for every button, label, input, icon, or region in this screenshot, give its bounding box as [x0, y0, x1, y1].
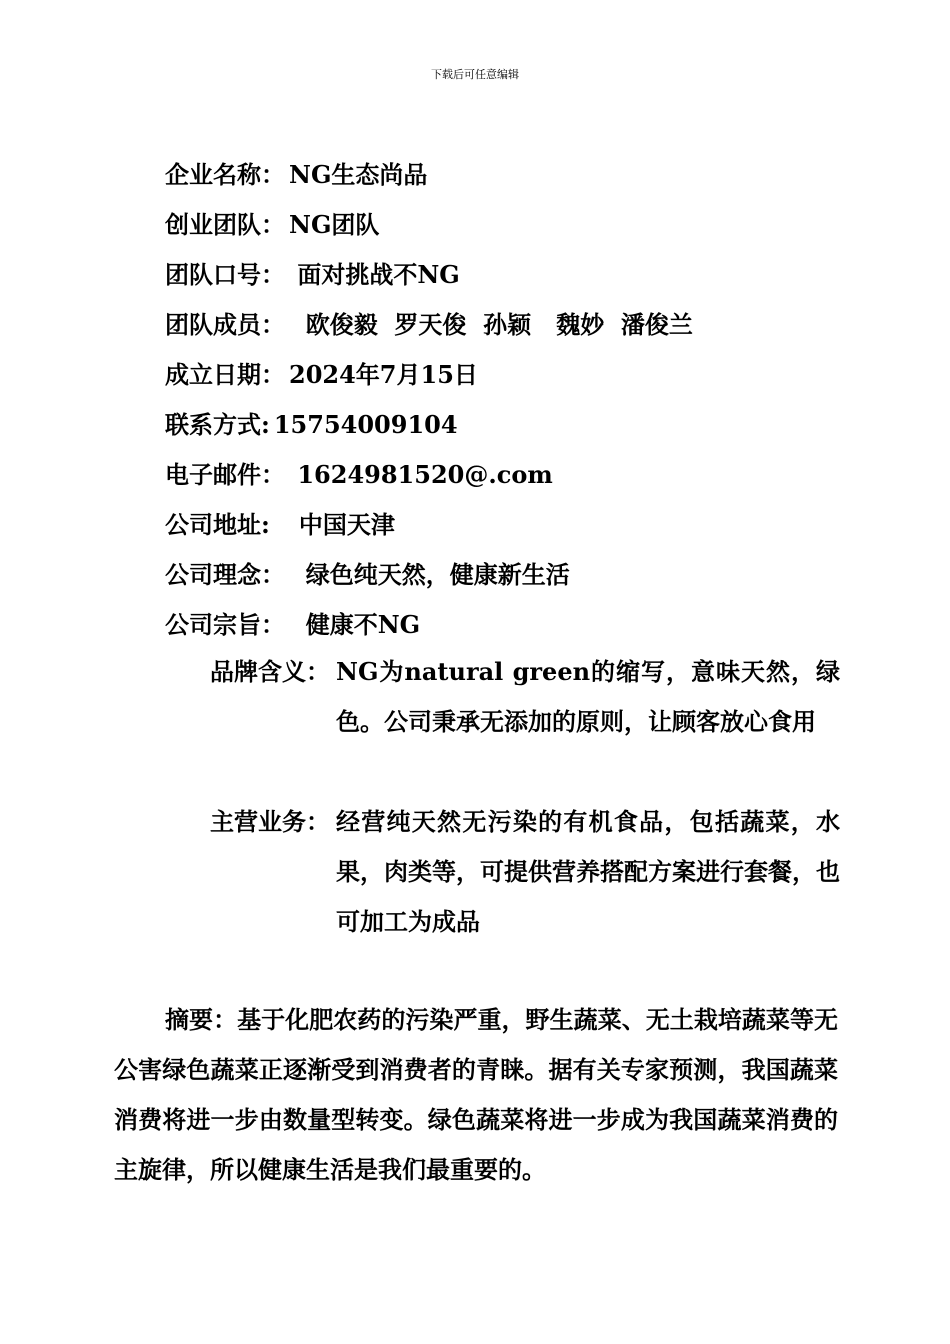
main-business-section	[210, 797, 840, 947]
company-info-list	[165, 150, 845, 650]
info-value: 健康不NG	[289, 610, 421, 639]
brand-meaning-label: 品牌含义：	[210, 657, 330, 686]
info-label: 公司理念：	[165, 560, 285, 589]
info-row-founded-date	[165, 350, 845, 400]
info-value: NG团队	[289, 210, 380, 239]
info-label: 公司地址:	[165, 510, 270, 539]
info-row-purpose	[165, 600, 845, 650]
info-label: 团队成员：	[165, 310, 285, 339]
info-row-email	[165, 450, 845, 500]
abstract-paragraph: 摘要：基于化肥农药的污染严重，野生蔬菜、无土栽培蔬菜等无公害绿色蔬菜正逐渐受到消费者的青睐。据有关专家预测，我国蔬菜消费将进一步由数量型转变。绿色蔬菜将进一步成为我国蔬菜消费的主旋律，所以健康生活是我们最重要的。	[114, 1005, 838, 1184]
info-row-team	[165, 200, 845, 250]
info-row-company-name	[165, 150, 845, 200]
info-label: 公司宗旨：	[165, 610, 285, 639]
info-label: 企业名称：	[165, 160, 285, 189]
info-row-members	[165, 300, 845, 350]
info-value: 绿色纯天然，健康新生活	[289, 560, 570, 589]
brand-meaning-section	[210, 647, 840, 747]
main-business-text: 经营纯天然无污染的有机食品，包括蔬菜，水果，肉类等，可提供营养搭配方案进行套餐，也可加工为成品	[336, 807, 840, 936]
info-row-contact	[165, 400, 845, 450]
brand-meaning-text: NG为natural green的缩写，意味天然，绿色。公司秉承无添加的原则，让顾客放心食用	[336, 657, 840, 736]
info-label: 电子邮件：	[165, 460, 285, 489]
info-label: 团队口号：	[165, 260, 285, 289]
main-business-label: 主营业务：	[210, 807, 330, 836]
page-header-note: 下载后可任意编辑	[431, 68, 519, 81]
info-row-philosophy	[165, 550, 845, 600]
info-value: 欧俊毅 罗天俊 孙颖 魏妙 潘俊兰	[289, 310, 693, 339]
info-value: NG生态尚品	[289, 160, 428, 189]
info-label: 联系方式:	[165, 410, 270, 439]
info-value: 2024年7月15日	[289, 360, 478, 389]
info-label: 成立日期：	[165, 360, 285, 389]
info-row-slogan	[165, 250, 845, 300]
info-value: 面对挑战不NG	[289, 260, 460, 289]
info-value: 1624981520@.com	[289, 460, 553, 489]
info-row-address	[165, 500, 845, 550]
info-value: 15754009104	[273, 410, 458, 439]
info-label: 创业团队：	[165, 210, 285, 239]
info-value: 中国天津	[273, 510, 395, 539]
